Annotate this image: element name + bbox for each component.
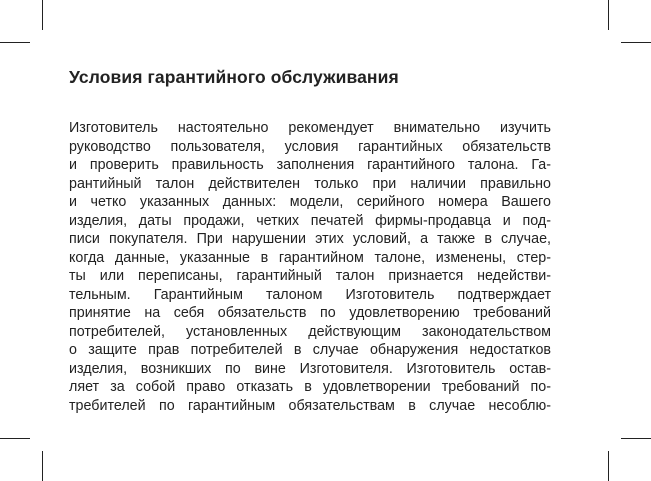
crop-mark-top-left-horizontal	[0, 42, 30, 43]
crop-mark-bottom-left-vertical	[42, 451, 43, 481]
body-line: тельным. Гарантийным талоном Изготовитель подтверждает	[69, 286, 551, 303]
body-line: и четко указанных данных: модели, серийного номера Вашего	[69, 194, 551, 210]
body-text	[69, 119, 551, 415]
body-line: рантийный талон действителен только при наличии правильно	[69, 175, 551, 192]
page-title: Условия гарантийного обслуживания	[69, 67, 399, 87]
body-line: писи покупателя. При нарушении этих условий, а также в случае,	[69, 231, 551, 247]
body-line: требителей по гарантийным обязательствам в случае несоблю-	[69, 397, 551, 414]
crop-mark-top-right-vertical	[608, 0, 609, 30]
body-line: потребителей, установленных действующим законодательством	[69, 323, 551, 340]
crop-mark-top-right-horizontal	[621, 42, 651, 43]
body-line: и проверить правильность заполнения гарантийного талона. Га-	[69, 157, 551, 173]
body-line: Изготовитель настоятельно рекомендует внимательно изучить	[69, 120, 551, 136]
body-line: изделия, даты продажи, четких печатей фирмы-продавца и под-	[69, 212, 551, 229]
crop-mark-bottom-left-horizontal	[0, 438, 30, 439]
body-line: изделия, возникших по вине Изготовителя. Изготовитель остав-	[69, 360, 551, 377]
body-line: ляет за собой право отказать в удовлетворении требований по-	[69, 379, 551, 395]
crop-mark-top-left-vertical	[42, 0, 43, 30]
body-line: руководство пользователя, условия гарантийных обязательств	[69, 138, 551, 155]
crop-mark-bottom-right-horizontal	[621, 438, 651, 439]
body-line: ты или переписаны, гарантийный талон признается недействи-	[69, 268, 551, 284]
crop-mark-bottom-right-vertical	[608, 451, 609, 481]
body-line: принятие на себя обязательств по удовлетворению требований	[69, 305, 551, 321]
body-line: когда данные, указанные в гарантийном талоне, изменены, стер-	[69, 249, 551, 266]
body-line: о защите прав потребителей в случае обнаружения недостатков	[69, 342, 551, 358]
